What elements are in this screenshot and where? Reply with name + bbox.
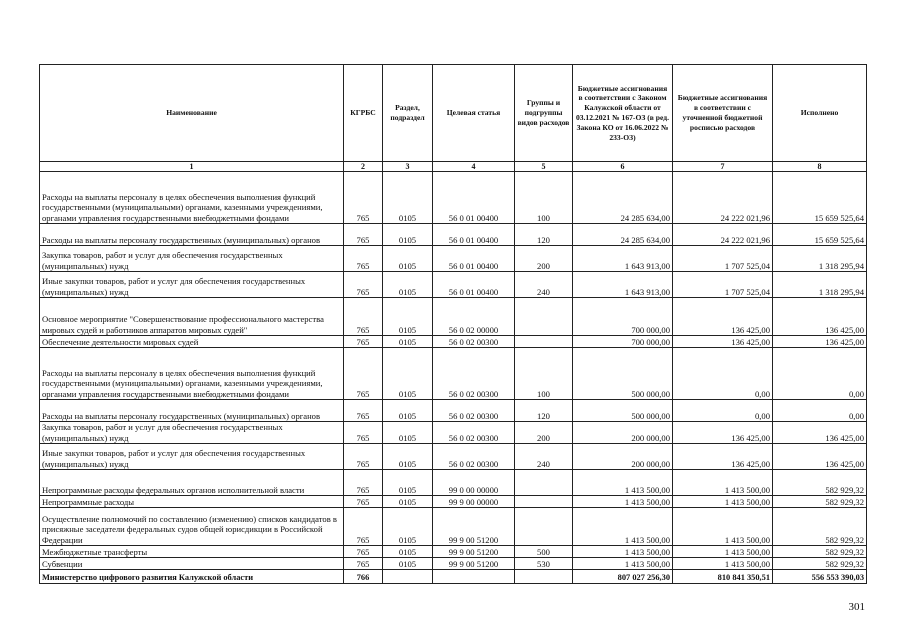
table-row (40, 496, 867, 508)
row-razdel: 0105 (383, 508, 433, 546)
row-law-amount: 1 643 913,00 (573, 272, 673, 298)
row-target-article: 99 9 00 00000 (433, 496, 515, 508)
table-row (40, 224, 867, 246)
column-number-row (40, 162, 867, 172)
table-row (40, 336, 867, 348)
row-razdel: 0105 (383, 246, 433, 272)
table-row (40, 508, 867, 546)
row-executed-amount: 582 929,32 (773, 558, 867, 570)
table-row (40, 246, 867, 272)
header-executed: Исполнено (773, 65, 867, 162)
row-target-article: 99 9 00 51200 (433, 508, 515, 546)
row-kgrbs: 765 (344, 558, 383, 570)
row-law-amount: 1 643 913,00 (573, 246, 673, 272)
row-target-article: 56 0 02 00300 (433, 400, 515, 422)
table-row (40, 172, 867, 224)
row-law-amount: 24 285 634,00 (573, 172, 673, 224)
row-law-amount: 1 413 500,00 (573, 546, 673, 558)
row-budget-list-amount: 0,00 (673, 400, 773, 422)
row-razdel: 0105 (383, 470, 433, 496)
row-budget-list-amount: 24 222 021,96 (673, 172, 773, 224)
table-row (40, 298, 867, 336)
row-executed-amount: 582 929,32 (773, 470, 867, 496)
row-kgrbs: 765 (344, 422, 383, 444)
row-executed-amount: 136 425,00 (773, 336, 867, 348)
row-kgrbs: 765 (344, 496, 383, 508)
row-expense-group: 240 (515, 444, 573, 470)
row-name: Иные закупки товаров, работ и услуг для обеспечения государственных (муниципальных) нужд (40, 444, 344, 470)
row-name: Непрограммные расходы (40, 496, 344, 508)
row-razdel: 0105 (383, 172, 433, 224)
row-budget-list-amount: 0,00 (673, 348, 773, 400)
row-expense-group: 120 (515, 224, 573, 246)
row-kgrbs: 766 (344, 570, 383, 584)
row-kgrbs: 765 (344, 546, 383, 558)
row-budget-list-amount: 1 707 525,04 (673, 272, 773, 298)
table-header-row (40, 65, 867, 162)
table-body (40, 172, 867, 584)
column-number: 4 (433, 162, 515, 172)
row-executed-amount: 582 929,32 (773, 496, 867, 508)
row-kgrbs: 765 (344, 400, 383, 422)
column-number: 6 (573, 162, 673, 172)
row-name: Межбюджетные трансферты (40, 546, 344, 558)
row-executed-amount: 582 929,32 (773, 546, 867, 558)
row-executed-amount: 136 425,00 (773, 298, 867, 336)
row-target-article: 56 0 02 00300 (433, 422, 515, 444)
row-expense-group (515, 470, 573, 496)
row-razdel: 0105 (383, 224, 433, 246)
row-expense-group (515, 570, 573, 584)
row-razdel: 0105 (383, 336, 433, 348)
row-razdel: 0105 (383, 348, 433, 400)
row-name: Расходы на выплаты персоналу государственных (муниципальных) органов (40, 224, 344, 246)
header-kgrbs: КГРБС (344, 65, 383, 162)
table-row (40, 546, 867, 558)
row-kgrbs: 765 (344, 298, 383, 336)
row-budget-list-amount: 24 222 021,96 (673, 224, 773, 246)
row-expense-group: 200 (515, 246, 573, 272)
column-number: 1 (40, 162, 344, 172)
row-executed-amount: 136 425,00 (773, 444, 867, 470)
row-budget-list-amount: 136 425,00 (673, 444, 773, 470)
row-executed-amount: 15 659 525,64 (773, 172, 867, 224)
row-kgrbs: 765 (344, 246, 383, 272)
row-razdel: 0105 (383, 422, 433, 444)
row-target-article: 56 0 01 00400 (433, 246, 515, 272)
row-target-article: 56 0 02 00300 (433, 348, 515, 400)
row-executed-amount: 1 318 295,94 (773, 272, 867, 298)
table-row (40, 470, 867, 496)
header-target-article: Целевая статья (433, 65, 515, 162)
table-row (40, 558, 867, 570)
row-kgrbs: 765 (344, 508, 383, 546)
row-budget-list-amount: 1 413 500,00 (673, 470, 773, 496)
row-executed-amount: 0,00 (773, 348, 867, 400)
column-number: 7 (673, 162, 773, 172)
budget-table (39, 64, 867, 584)
column-number: 8 (773, 162, 867, 172)
row-expense-group (515, 496, 573, 508)
row-expense-group (515, 508, 573, 546)
table-row (40, 422, 867, 444)
row-law-amount: 24 285 634,00 (573, 224, 673, 246)
row-expense-group: 240 (515, 272, 573, 298)
row-razdel: 0105 (383, 558, 433, 570)
row-expense-group (515, 298, 573, 336)
row-expense-group: 100 (515, 172, 573, 224)
row-razdel: 0105 (383, 400, 433, 422)
column-number: 3 (383, 162, 433, 172)
row-target-article: 99 0 00 00000 (433, 470, 515, 496)
table-row (40, 348, 867, 400)
row-law-amount: 807 027 256,30 (573, 570, 673, 584)
row-name: Непрограммные расходы федеральных органов исполнительной власти (40, 470, 344, 496)
row-razdel: 0105 (383, 546, 433, 558)
row-law-amount: 500 000,00 (573, 400, 673, 422)
row-target-article (433, 570, 515, 584)
row-budget-list-amount: 136 425,00 (673, 422, 773, 444)
page-number: 301 (848, 601, 865, 613)
row-kgrbs: 765 (344, 224, 383, 246)
row-name: Осуществление полномочий по составлению (изменению) списков кандидатов в присяжные заседатели федеральных судов общей юрисдикции в Российской Федерации (40, 508, 344, 546)
row-law-amount: 700 000,00 (573, 336, 673, 348)
row-law-amount: 1 413 500,00 (573, 496, 673, 508)
row-name: Закупка товаров, работ и услуг для обеспечения государственных (муниципальных) нужд (40, 422, 344, 444)
row-target-article: 56 0 02 00300 (433, 444, 515, 470)
row-law-amount: 1 413 500,00 (573, 470, 673, 496)
row-executed-amount: 1 318 295,94 (773, 246, 867, 272)
table-row (40, 272, 867, 298)
row-expense-group: 120 (515, 400, 573, 422)
row-name: Расходы на выплаты персоналу государственных (муниципальных) органов (40, 400, 344, 422)
row-target-article: 56 0 01 00400 (433, 224, 515, 246)
row-kgrbs: 765 (344, 272, 383, 298)
row-law-amount: 200 000,00 (573, 444, 673, 470)
row-kgrbs: 765 (344, 470, 383, 496)
header-name: Наименование (40, 65, 344, 162)
row-expense-group (515, 336, 573, 348)
row-executed-amount: 136 425,00 (773, 422, 867, 444)
row-executed-amount: 582 929,32 (773, 508, 867, 546)
row-law-amount: 1 413 500,00 (573, 558, 673, 570)
row-target-article: 56 0 01 00400 (433, 172, 515, 224)
row-target-article: 99 9 00 51200 (433, 546, 515, 558)
row-expense-group: 200 (515, 422, 573, 444)
header-budget-list-allocations: Бюджетные ассигнования в соответствии с уточненной бюджетной росписью расходов (673, 65, 773, 162)
row-budget-list-amount: 1 707 525,04 (673, 246, 773, 272)
row-target-article: 56 0 01 00400 (433, 272, 515, 298)
row-name: Расходы на выплаты персоналу в целях обеспечения выполнения функций государственными (муниципальными) органами, казенными учреждениями, органами управления государственными внебюджетными фондами (40, 172, 344, 224)
row-budget-list-amount: 810 841 350,51 (673, 570, 773, 584)
row-kgrbs: 765 (344, 336, 383, 348)
row-kgrbs: 765 (344, 444, 383, 470)
row-name: Закупка товаров, работ и услуг для обеспечения государственных (муниципальных) нужд (40, 246, 344, 272)
row-budget-list-amount: 136 425,00 (673, 336, 773, 348)
column-number: 5 (515, 162, 573, 172)
row-law-amount: 700 000,00 (573, 298, 673, 336)
table-row (40, 444, 867, 470)
row-name: Расходы на выплаты персоналу в целях обеспечения выполнения функций государственными (муниципальными) органами, казенными учреждениями, органами управления государственными внебюджетными фондами (40, 348, 344, 400)
row-kgrbs: 765 (344, 348, 383, 400)
row-budget-list-amount: 1 413 500,00 (673, 496, 773, 508)
row-name: Обеспечение деятельности мировых судей (40, 336, 344, 348)
row-name: Министерство цифрового развития Калужской области (40, 570, 344, 584)
row-target-article: 56 0 02 00000 (433, 298, 515, 336)
row-budget-list-amount: 1 413 500,00 (673, 546, 773, 558)
row-law-amount: 1 413 500,00 (573, 508, 673, 546)
row-law-amount: 500 000,00 (573, 348, 673, 400)
row-razdel: 0105 (383, 272, 433, 298)
row-budget-list-amount: 1 413 500,00 (673, 508, 773, 546)
header-expense-groups: Группы и подгруппы видов расходов (515, 65, 573, 162)
table-total-row (40, 570, 867, 584)
row-razdel: 0105 (383, 444, 433, 470)
row-expense-group: 500 (515, 546, 573, 558)
header-razdel: Раздел, подраздел (383, 65, 433, 162)
row-name: Основное мероприятие "Совершенствование профессионального мастерства мировых судей и работников аппаратов мировых судей" (40, 298, 344, 336)
row-executed-amount: 556 553 390,03 (773, 570, 867, 584)
row-target-article: 56 0 02 00300 (433, 336, 515, 348)
row-executed-amount: 0,00 (773, 400, 867, 422)
row-name: Субвенции (40, 558, 344, 570)
row-razdel: 0105 (383, 496, 433, 508)
header-law-allocations: Бюджетные ассигнования в соответствии с Законом Калужской области от 03.12.2021 № 167-ОЗ (в ред. Закона КО от 16.06.2022 № 233-ОЗ) (573, 65, 673, 162)
row-razdel: 0105 (383, 298, 433, 336)
column-number: 2 (344, 162, 383, 172)
row-expense-group: 100 (515, 348, 573, 400)
row-kgrbs: 765 (344, 172, 383, 224)
table-row (40, 400, 867, 422)
row-name: Иные закупки товаров, работ и услуг для обеспечения государственных (муниципальных) нужд (40, 272, 344, 298)
row-budget-list-amount: 136 425,00 (673, 298, 773, 336)
row-expense-group: 530 (515, 558, 573, 570)
row-target-article: 99 9 00 51200 (433, 558, 515, 570)
row-budget-list-amount: 1 413 500,00 (673, 558, 773, 570)
row-razdel (383, 570, 433, 584)
row-executed-amount: 15 659 525,64 (773, 224, 867, 246)
row-law-amount: 200 000,00 (573, 422, 673, 444)
